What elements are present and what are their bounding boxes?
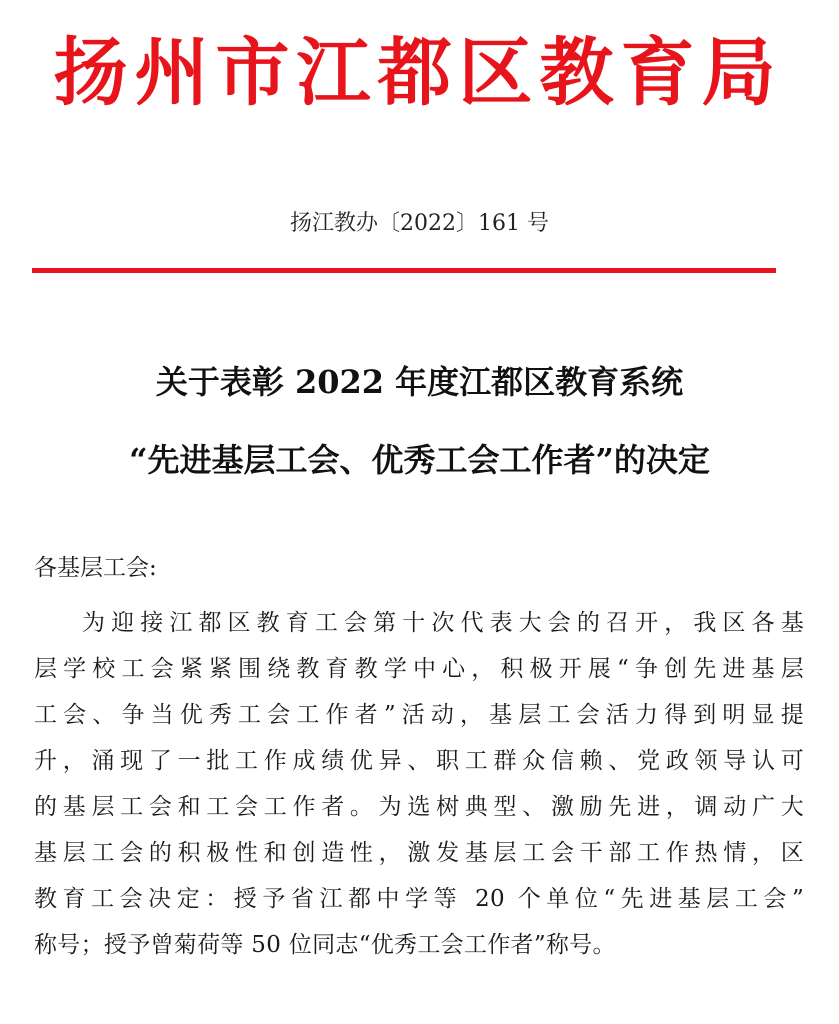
body-line: 升，涌现了一批工作成绩优异、职工群众信赖、党政领导认可 [34, 748, 804, 774]
body-line: 教育工会决定：授予省江都中学等 20 个单位“先进基层工会” [34, 886, 804, 912]
body-line: 工会、争当优秀工会工作者”活动，基层工会活力得到明显提 [34, 702, 804, 728]
body-line: 为迎接江都区教育工会第十次代表大会的召开，我区各基 [82, 610, 804, 636]
body-paragraph [34, 600, 804, 968]
body-line: 称号；授予曾菊荷等 50 位同志“优秀工会工作者”称号。 [34, 932, 616, 958]
document-number: 扬江教办〔2022〕161 号 [290, 211, 549, 236]
document-title-line-1: 关于表彰 2022 年度江都区教育系统 [155, 363, 684, 401]
salutation: 各基层工会: [34, 555, 157, 581]
red-divider-line [32, 268, 776, 273]
body-line: 基层工会的积极性和创造性，激发基层工会干部工作热情，区 [34, 840, 804, 866]
body-line: 层学校工会紧紧围绕教育教学中心，积极开展“争创先进基层 [34, 656, 804, 682]
body-line: 的基层工会和工会工作者。为选树典型、激励先进，调动广大 [34, 794, 804, 820]
issuing-organization-header: 扬州市江都区教育局 [53, 30, 783, 116]
document-title-line-2: “先进基层工会、优秀工会工作者”的决定 [129, 441, 710, 479]
